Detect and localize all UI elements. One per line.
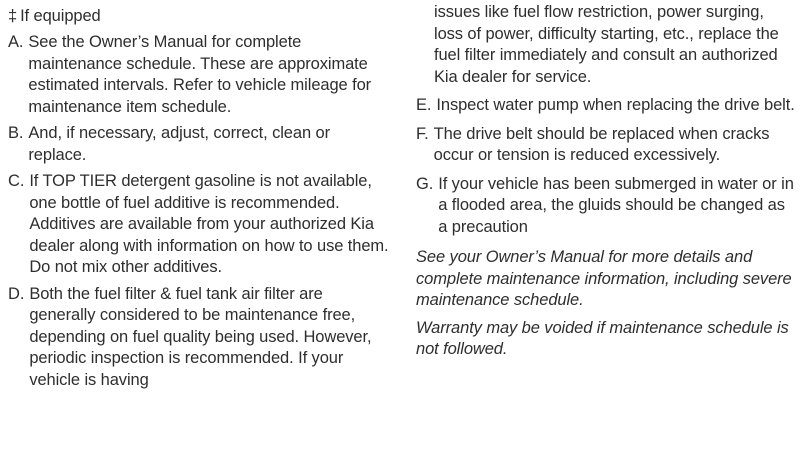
note-letter-f: F. (416, 124, 429, 143)
note-text-a: See the Owner’s Manual for complete maintenance schedule. These are approximate estimated intervals. Refer to vehicle mileage for maintenance item schedule. (28, 33, 372, 116)
note-text-b: And, if necessary, adjust, correct, clean or replace. (28, 124, 330, 164)
right-column (416, 0, 796, 361)
note-letter-g: G. (416, 174, 434, 193)
maintenance-note-g (416, 174, 796, 239)
left-column (8, 0, 392, 391)
note-d-continuation: issues like fuel flow restriction, power surging, loss of power, difficulty starting, etc., replace the fuel filter immediately and consult an authorized Kia dealer for service. (434, 3, 779, 86)
note-text-f: The drive belt should be replaced when cracks occur or tension is reduced excessively. (433, 124, 770, 164)
note-text-d: Both the fuel filter & fuel tank air filter are generally considered to be maintenance free, depending on fuel quality being used. However, periodic inspection is recommended. If your vehicle is having (29, 284, 372, 389)
warranty-footnote: Warranty may be voided if maintenance schedule is not followed. (416, 318, 789, 358)
note-letter-d: D. (8, 284, 25, 303)
note-letter-c: C. (8, 172, 25, 190)
maintenance-note-d (8, 284, 392, 392)
note-letter-e: E. (416, 96, 432, 114)
maintenance-note-e (416, 95, 796, 117)
note-text-c: If TOP TIER detergent gasoline is not available, one bottle of fuel additive is recommended. Additives are available from your authorized Kia dealer along with information on how to use them. Do not mix other additives. (29, 172, 389, 276)
double-dagger-symbol: ‡ (8, 7, 18, 25)
maintenance-note-a (8, 32, 392, 118)
if-equipped-text: If equipped (20, 7, 101, 25)
note-letter-b: B. (8, 124, 24, 142)
note-text-e: Inspect water pump when replacing the drive belt. (436, 96, 795, 114)
note-text-g: If your vehicle has been submerged in water or in a flooded area, the gluids should be changed as a precaution (438, 174, 794, 236)
maintenance-note-c (8, 171, 392, 279)
maintenance-note-b (8, 123, 392, 166)
owners-manual-footnote: See your Owner’s Manual for more details and complete maintenance information, including severe maintenance schedule. (416, 248, 792, 309)
maintenance-note-f (416, 124, 796, 167)
note-letter-a: A. (8, 33, 24, 51)
if-equipped-note (8, 6, 392, 27)
